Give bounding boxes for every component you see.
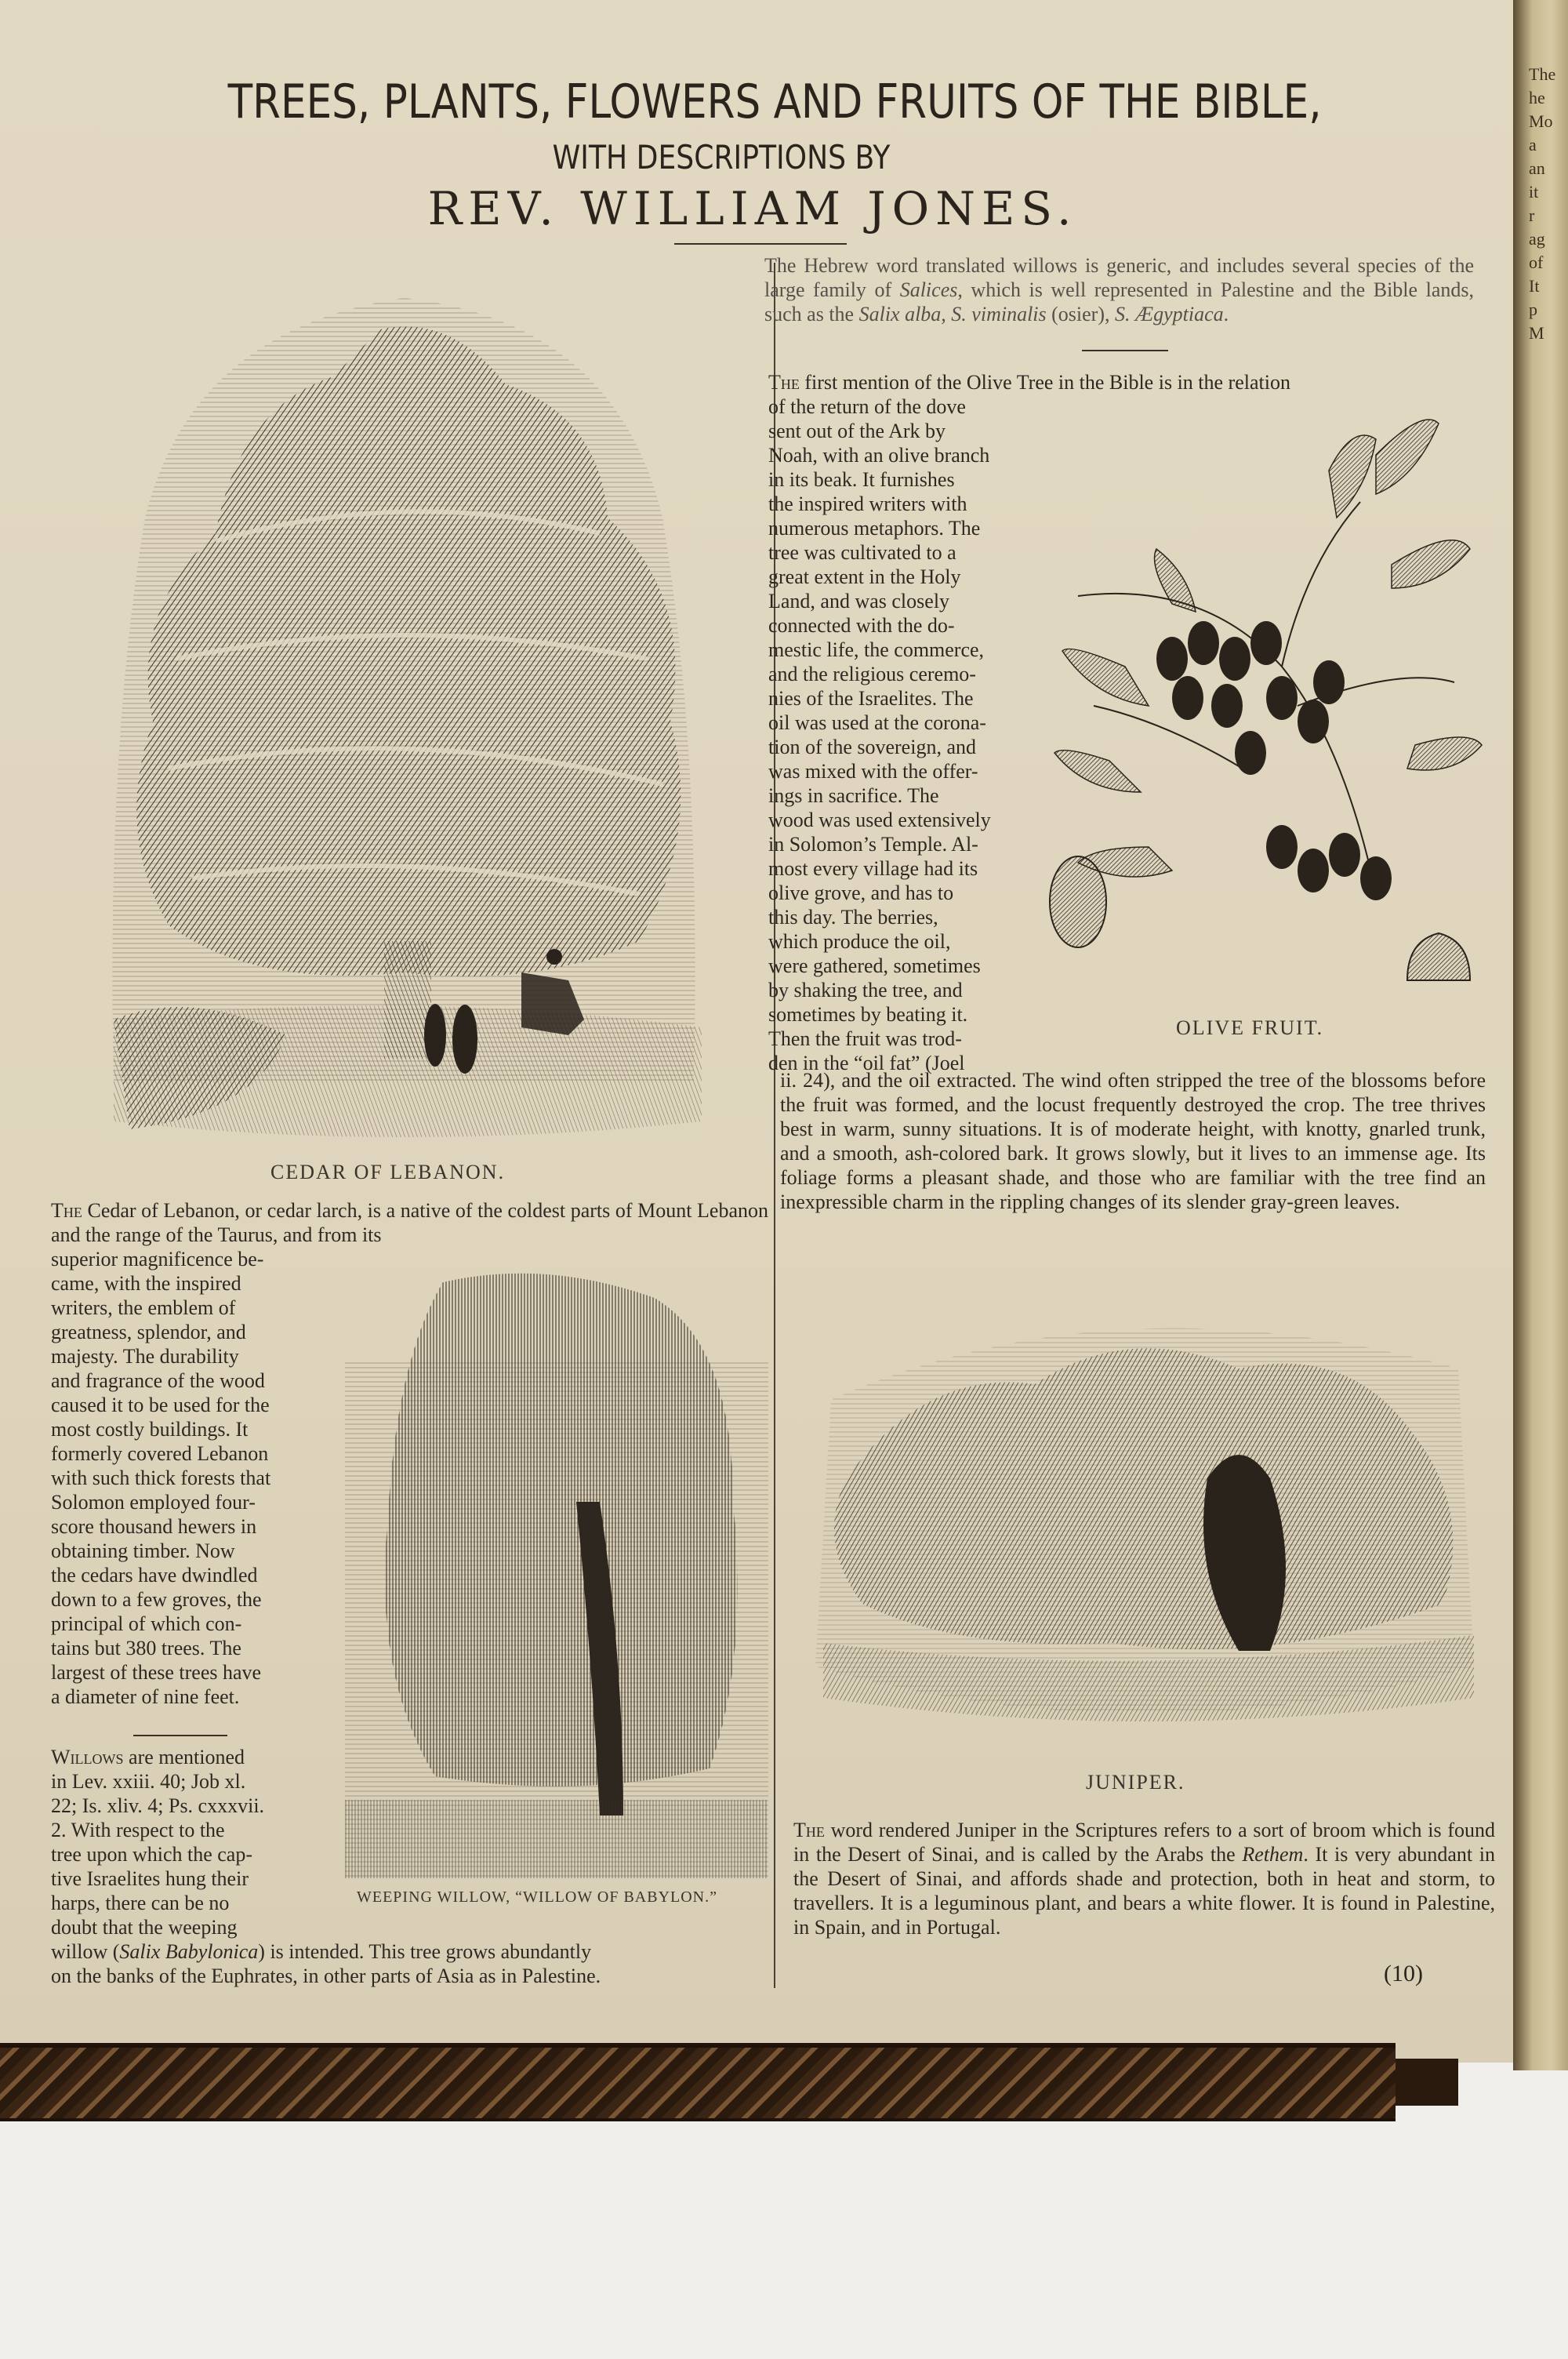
cedar-line: a diameter of nine feet.	[51, 1685, 240, 1708]
page-title: TREES, PLANTS, FLOWERS AND FRUITS OF THE BIBLE,	[227, 75, 1322, 129]
willow-caption: WEEPING WILLOW, “WILLOW OF BABYLON.”	[357, 1888, 717, 1906]
cedar-end-rule	[133, 1735, 227, 1736]
cedar-top-text: Cedar of Lebanon, or cedar larch, is a native of the coldest parts of Mount Lebanon and the range of the Taurus, and from its	[51, 1199, 769, 1246]
willows-line: 22; Is. xliv. 4; Ps. cxxxvii.	[51, 1794, 265, 1817]
cedar-line: obtaining timber. Now	[51, 1539, 235, 1562]
olive-line: nies of the Israelites. The	[768, 687, 974, 710]
olive-line: mestic life, the commerce,	[768, 638, 985, 661]
willows-line-b: on the banks of the Euphrates, in other parts of Asia as in Palestine.	[51, 1965, 601, 1987]
title-rule	[674, 243, 847, 245]
olive-line: in its beak. It furnishes	[768, 468, 955, 491]
willows-line: in Lev. xxiii. 40; Job xl.	[51, 1770, 246, 1793]
olive-line: in Solomon’s Temple. Al-	[768, 833, 978, 856]
cedar-line: down to a few groves, the	[51, 1588, 262, 1611]
rethem-term: Rethem	[1242, 1843, 1304, 1866]
olive-line: the inspired writers with	[768, 493, 967, 515]
olive-line: Noah, with an olive branch	[768, 444, 990, 467]
book-binding	[0, 2043, 1396, 2121]
willows-end-rule	[1082, 350, 1168, 351]
willows-line: 2. With respect to the	[51, 1819, 225, 1841]
olive-line: of the return of the dove	[768, 395, 966, 418]
author-name: REV. WILLIAM JONES.	[427, 182, 1078, 235]
next-page-edge: The he Mo a an it r ag of It p M	[1529, 64, 1556, 343]
cedar-line: the cedars have dwindled	[51, 1564, 258, 1587]
olive-line: tree was cultivated to a	[768, 541, 956, 564]
willows-intro-paragraph: The Hebrew word translated willows is generic, and includes several species of the large family of Salices, which is well represented in Palestine and the Bible lands, such as the Salix alba, S. viminalis (osier), S. Ægyptiaca.	[764, 254, 1474, 325]
olive-line: tion of the sovereign, and	[768, 736, 976, 758]
olive-line: this day. The berries,	[768, 906, 938, 929]
olive-line: den in the “oil fat” (Joel	[768, 1052, 965, 1074]
page-subtitle: WITH DESCRIPTIONS BY	[552, 138, 891, 176]
cedar-line: with such thick forests that	[51, 1467, 271, 1489]
olive-line: by shaking the tree, and	[768, 979, 963, 1001]
cedar-line: formerly covered Lebanon	[51, 1442, 269, 1465]
olive-line: and the religious ceremo-	[768, 663, 976, 685]
juniper-caption: JUNIPER.	[1086, 1771, 1185, 1794]
juniper-engraving	[800, 1274, 1490, 1761]
willows-line: harps, there can be no	[51, 1892, 230, 1914]
cedar-paragraph	[51, 1247, 325, 1709]
olive-paragraph-top: The first mention of the Olive Tree in the Bible is in the relation	[768, 371, 1290, 394]
olive-line: ings in sacrifice. The	[768, 784, 939, 807]
willows-line: Willows are mentioned	[51, 1746, 245, 1768]
cedar-line: majesty. The durability	[51, 1345, 239, 1368]
cedar-line: writers, the emblem of	[51, 1296, 236, 1319]
cedar-line: Solomon employed four-	[51, 1491, 256, 1514]
olive-line: was mixed with the offer-	[768, 760, 978, 783]
cedar-line: principal of which con-	[51, 1612, 242, 1635]
olive-paragraph	[768, 394, 1035, 1075]
willow-engraving	[341, 1267, 772, 1886]
olive-line: sometimes by beating it.	[768, 1003, 968, 1026]
cedar-engraving	[98, 282, 710, 1161]
cedar-line: tains but 380 trees. The	[51, 1637, 241, 1659]
juniper-paragraph: The word rendered Juniper in the Scriptures refers to a sort of broom which is found in the Desert of Sinai, and is called by the Arabs the Rethem. It is very abundant in the Desert of Sinai, and affords shade and protection, both in heat and storm, to travellers. It is a leguminous plant, and bears a white flower. It is found in Palestine, in Spain, and in Portugal.	[793, 1819, 1495, 1939]
willows-line: tree upon which the cap-	[51, 1843, 253, 1866]
olive-line: which produce the oil,	[768, 930, 951, 953]
olive-line: great extent in the Holy	[768, 565, 961, 588]
olive-line: Then the fruit was trod-	[768, 1027, 962, 1050]
cedar-caption: CEDAR OF LEBANON.	[270, 1161, 506, 1183]
olive-caption: OLIVE FRUIT.	[1176, 1016, 1324, 1039]
cedar-lead: The	[51, 1199, 82, 1222]
willows-paragraph	[51, 1745, 329, 1939]
willows-lead: Willows	[51, 1746, 124, 1768]
willows-line: doubt that the weeping	[51, 1916, 238, 1939]
cedar-line: largest of these trees have	[51, 1661, 262, 1684]
book-binding-corner	[1396, 2059, 1458, 2106]
olive-engraving	[1047, 408, 1486, 1020]
olive-line: olive grove, and has to	[768, 881, 954, 904]
olive-paragraph-full: ii. 24), and the oil extracted. The wind often stripped the tree of the blossoms before the fruit was formed, and the locust frequently destroyed the crop. The tree thrives best in warm, sunny situations. It is of moderate height, with knotty, gnarled trunk, and a smooth, ash-colored bark. It grows slowly, but it lives to an immense age. Its foliage forms a pleasant shade, and those who are familiar with the tree find an inexpressible charm in the rippling changes of its slender gray-green leaves.	[780, 1069, 1486, 1213]
willows-last-lines	[51, 1939, 780, 1988]
olive-line: wood was used extensively	[768, 809, 991, 831]
cedar-line: greatness, splendor, and	[51, 1321, 246, 1343]
page-number: (10)	[1384, 1961, 1423, 1986]
olive-line: sent out of the Ark by	[768, 420, 946, 442]
olive-line: Land, and was closely	[768, 590, 950, 612]
cedar-line: and fragrance of the wood	[51, 1369, 265, 1392]
willow-species: Salix Babylonica	[119, 1940, 259, 1963]
cedar-line: most costly buildings. It	[51, 1418, 249, 1441]
olive-line: most every village had its	[768, 857, 978, 880]
olive-line: oil was used at the corona-	[768, 711, 986, 734]
cedar-line: came, with the inspired	[51, 1272, 241, 1295]
cedar-line: caused it to be used for the	[51, 1394, 270, 1416]
olive-line: were gathered, sometimes	[768, 954, 981, 977]
willows-line-a: willow (Salix Babylonica) is intended. This tree grows abundantly	[51, 1940, 592, 1963]
cedar-paragraph-top	[51, 1198, 768, 1247]
olive-line: numerous metaphors. The	[768, 517, 981, 540]
willows-line: tive Israelites hung their	[51, 1867, 249, 1890]
olive-line: connected with the do-	[768, 614, 955, 637]
cedar-line: superior magnificence be-	[51, 1248, 264, 1270]
cedar-line: score thousand hewers in	[51, 1515, 257, 1538]
